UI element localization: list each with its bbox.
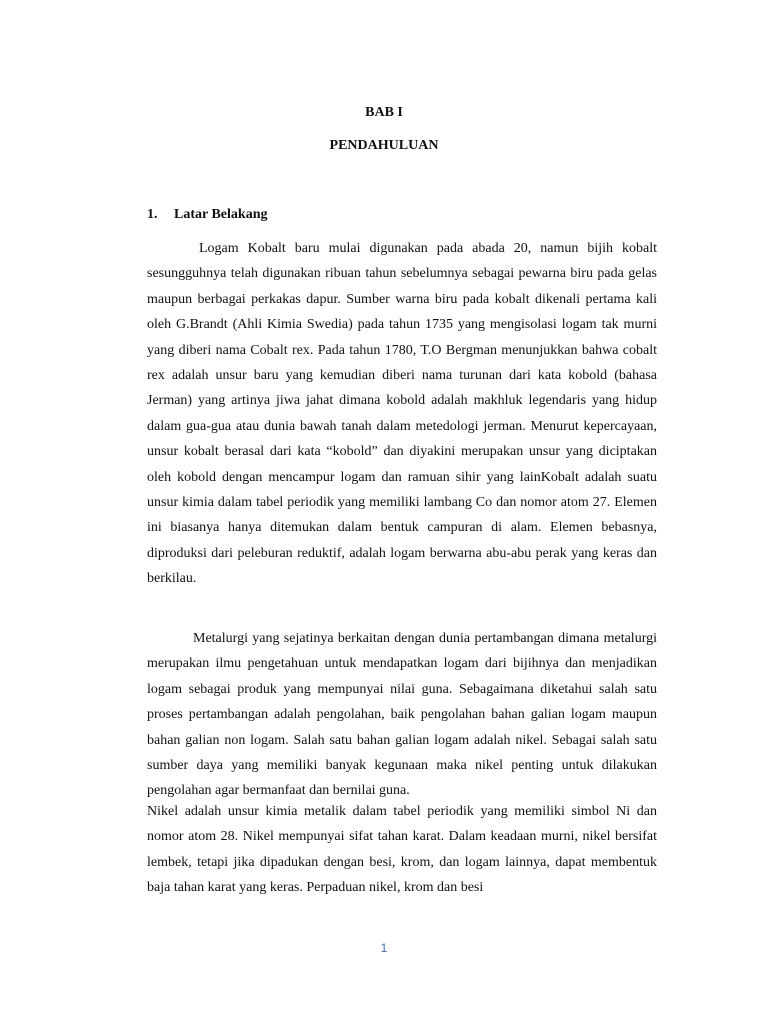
page-number: 1 xyxy=(380,941,388,955)
paragraph-nikel: Nikel adalah unsur kimia metalik dalam tabel periodik yang memiliki simbol Ni dan nomor atom 28. Nikel mempunyai sifat tahan karat. Dalam keadaan murni, nikel bersifat lembek, tetapi jika dipadukan dengan besi, krom, dan logam lainnya, dapat membentuk baja tahan karat yang keras. Perpaduan nikel, krom dan besi xyxy=(147,804,657,896)
chapter-heading: BAB I xyxy=(365,105,403,120)
paragraph-kobalt: Logam Kobalt baru mulai digunakan pada abada 20, namun bijih kobalt sesungguhnya telah digunakan ribuan tahun sebelumnya sebagai pewarna biru pada gelas maupun berbagai perkakas dapur. Sumber warna biru pada kobalt dikenali pertama kali oleh G.Brandt (Ahli Kimia Swedia) pada tahun 1735 yang mengisolasi logam tak murni yang diberi nama Cobalt rex. Pada tahun 1780, T.O Bergman menunjukkan bahwa cobalt rex adalah unsur baru yang kemudian diberi nama turunan dari kata kobold (bahasa Jerman) yang artinya jiwa jahat dimana kobold adalah makhluk legendaris yang hidup dalam gua-gua atau dunia bawah tanah dalam metedologi jerman. Menurut kepercayaan, unsur kobalt berasal dari kata “kobold” dan diyakini merupakan unsur yang diciptakan oleh kobold dengan mencampur logam dan ramuan sihir yang lainKobalt adalah suatu unsur kimia dalam tabel periodik yang memiliki lambang Co dan nomor atom 27. Elemen ini biasanya hanya ditemukan dalam bentuk campuran di alam. Elemen bebasnya, diproduksi dari peleburan reduktif, adalah logam berwarna abu-abu perak yang keras dan berkilau. xyxy=(147,241,657,587)
section-number: 1. xyxy=(147,207,158,222)
chapter-title: PENDAHULUAN xyxy=(329,138,439,153)
paragraph-metalurgi: Metalurgi yang sejatinya berkaitan dengan dunia pertambangan dimana metalurgi merupakan ilmu pengetahuan untuk mendapatkan logam dari bijihnya dan menjadikan logam sebagai produk yang mempunyai nilai guna. Sebagaimana diketahui salah satu proses pertambangan adalah pengolahan, baik pengolahan bahan galian logam maupun bahan galian non logam. Salah satu bahan galian logam adalah nikel. Sebagai salah satu sumber daya yang memiliki banyak kegunaan maka nikel penting untuk dilakukan pengolahan agar bermanfaat dan bernilai guna. xyxy=(147,631,657,799)
section-title: Latar Belakang xyxy=(174,207,268,222)
section-heading xyxy=(147,206,267,224)
